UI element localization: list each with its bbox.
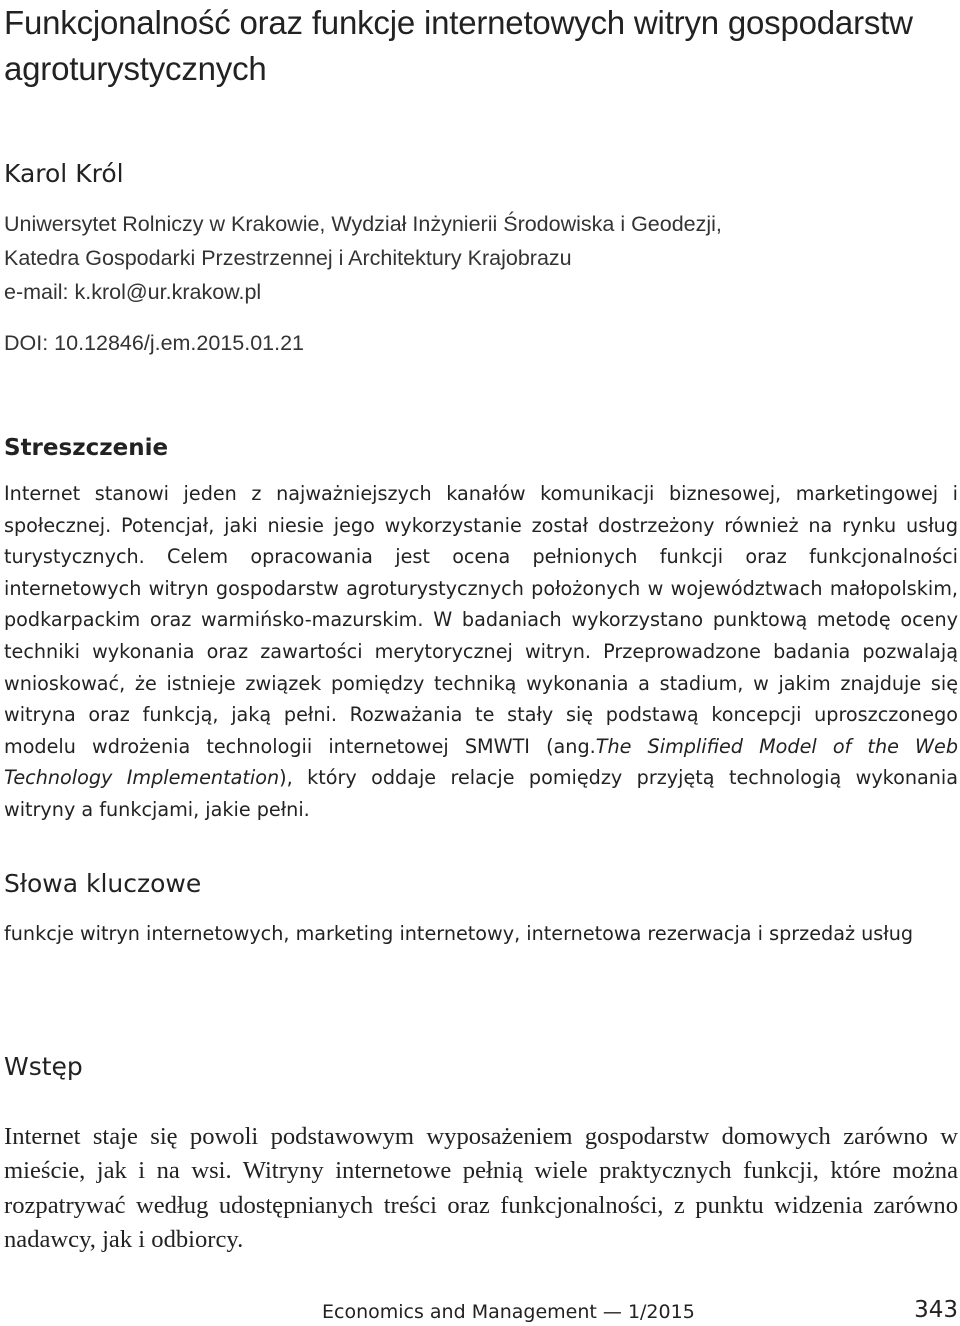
author-name: Karol Król bbox=[4, 159, 124, 188]
abstract-text-part2: ), który oddaje relacje pomiędzy przyjętą technologią wykonania witryny a funkcjami, jakie pełni. bbox=[4, 766, 959, 821]
keywords-text: funkcje witryn internetowych, marketing internetowy, internetowa rezerwacja i sprzedaż usług bbox=[4, 922, 914, 945]
abstract-text-part1: Internet stanowi jeden z najważniejszych kanałów komunikacji biznesowej, marketingowej i społecznej. Potencjał, jaki niesie jego wykorzystanie został dostrzeżony również na rynku usług turystycznych. Celem opracowania jest ocena pełnionych funkcji oraz funkcjonalności internetowych witryn gospodarstw agroturystycznych położonych w województwach małopolskim, podkarpackim oraz warmińsko-mazurskim. W badaniach wykorzystano punktową metodę oceny techniki wykonania oraz zawartości merytorycznej witryn. Przeprowadzone badania pozwalają wnioskować, że istnieje związek pomiędzy techniką wykonania a stadium, w jakim znajduje się witryna oraz funkcją, jaką pełni. Rozważania te stały się podstawą koncepcji uproszczonego modelu wdrożenia technologii internetowej SMWTI (ang. bbox=[4, 482, 958, 758]
abstract-text bbox=[4, 478, 958, 826]
intro-text: Internet staje się powoli podstawowym wyposażeniem gospodarstw domowych zarówno w mieście, jak i na wsi. Witryny internetowe pełnią wiele praktycznych funkcji, które można rozpatrywać według udostępnianych treści oraz funkcjonalności, z punktu widzenia zarówno nadawcy, jak i odbiorcy. bbox=[4, 1123, 958, 1254]
affiliation-line-department: Katedra Gospodarki Przestrzennej i Architektury Krajobrazu bbox=[4, 246, 572, 270]
author-email: e-mail: k.krol@ur.krakow.pl bbox=[4, 280, 262, 304]
affiliation bbox=[4, 207, 958, 309]
doi-line: DOI: 10.12846/j.em.2015.01.21 bbox=[4, 331, 305, 355]
affiliation-line-university: Uniwersytet Rolniczy w Krakowie, Wydział Inżynierii Środowiska i Geodezji, bbox=[4, 212, 722, 236]
keywords-heading: Słowa kluczowe bbox=[4, 869, 202, 898]
paper-title: Funkcjonalność oraz funkcje internetowych witryn gospodarstw agroturystycznych bbox=[4, 4, 913, 87]
abstract-heading: Streszczenie bbox=[4, 435, 169, 461]
page-number: 343 bbox=[914, 1297, 958, 1323]
abstract-text-italic: The Simplified Model of the Web Technology Implementation bbox=[4, 734, 958, 790]
footer-journal: Economics and Management — 1/2015 bbox=[322, 1301, 695, 1323]
paper-page bbox=[4, 0, 958, 1325]
intro-heading: Wstęp bbox=[4, 1052, 83, 1081]
